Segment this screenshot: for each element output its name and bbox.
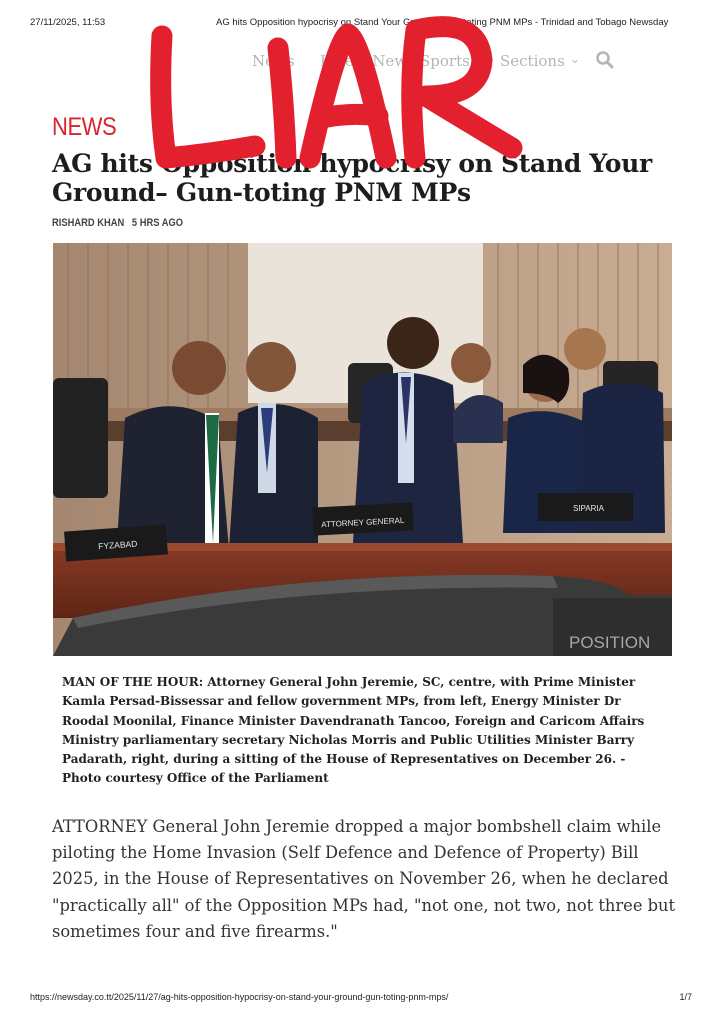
photo-caption: MAN OF THE HOUR: Attorney General John Jeremie, SC, centre, with Prime Minister Kamla Persad-Bissessar and fellow government MPs, from left, Energy Minister Dr Roodal Moonilal, Finance Minister Davendranath Tancoo, Foreign and Caricom Affairs Ministry parliamentary secretary Nicholas Morris and Public Utilities Minister Barry Padarath, right, during a sitting of the House of Representatives on December 26. - Photo courtesy Office of the Parliament — [62, 675, 645, 786]
search-icon[interactable] — [595, 50, 615, 70]
nameplate-siparia: SIPARIA — [573, 504, 604, 513]
print-datetime: 27/11/2025, 11:53 — [30, 17, 106, 28]
print-url: https://newsday.co.tt/2025/11/27/ag-hits-opposition-hypocrisy-on-stand-your-ground-gun-toting-pnm-mps/ — [30, 992, 449, 1002]
article-headline: AG hits Opposition hypocrisy on Stand Your Ground– Gun-toting PNM MPs — [52, 149, 652, 207]
nav-item-sections[interactable]: Sections — [500, 52, 565, 70]
nameplate-attorney-general: ATTORNEY GENERAL — [321, 515, 405, 530]
section-label[interactable]: NEWS — [52, 113, 117, 141]
nameplate-position: POSITION — [569, 633, 651, 652]
print-footer — [30, 992, 692, 1006]
liar-scrawl-overlay — [140, 8, 530, 178]
nav-item-latest-news[interactable]: Latest News — [320, 52, 415, 70]
chevron-down-icon[interactable]: ⌄ — [570, 52, 581, 66]
author-name[interactable]: RISHARD KHAN — [52, 217, 125, 229]
nav-item-sports[interactable]: Sports — [420, 52, 470, 70]
article-photo — [53, 243, 672, 656]
print-document-title: AG hits Opposition hypocrisy on Stand Your Ground– Gun-toting PNM MPs - Trinidad and Tobago Newsday — [216, 17, 669, 28]
publish-time: 5 HRS AGO — [131, 217, 184, 229]
nameplate-fyzabad: FYZABAD — [97, 538, 138, 552]
page-number: 1/7 — [679, 992, 692, 1002]
nav-item-news[interactable]: News — [252, 52, 295, 70]
byline — [52, 217, 188, 229]
article-body: ATTORNEY General John Jeremie dropped a major bombshell claim while piloting the Home Invasion (Self Defence and Defence of Property) Bill 2025, in the House of Representatives on November 26, when he declared "practically all" of the Opposition MPs had, "not one, not two, not three but sometimes four and five firearms." — [52, 817, 676, 941]
